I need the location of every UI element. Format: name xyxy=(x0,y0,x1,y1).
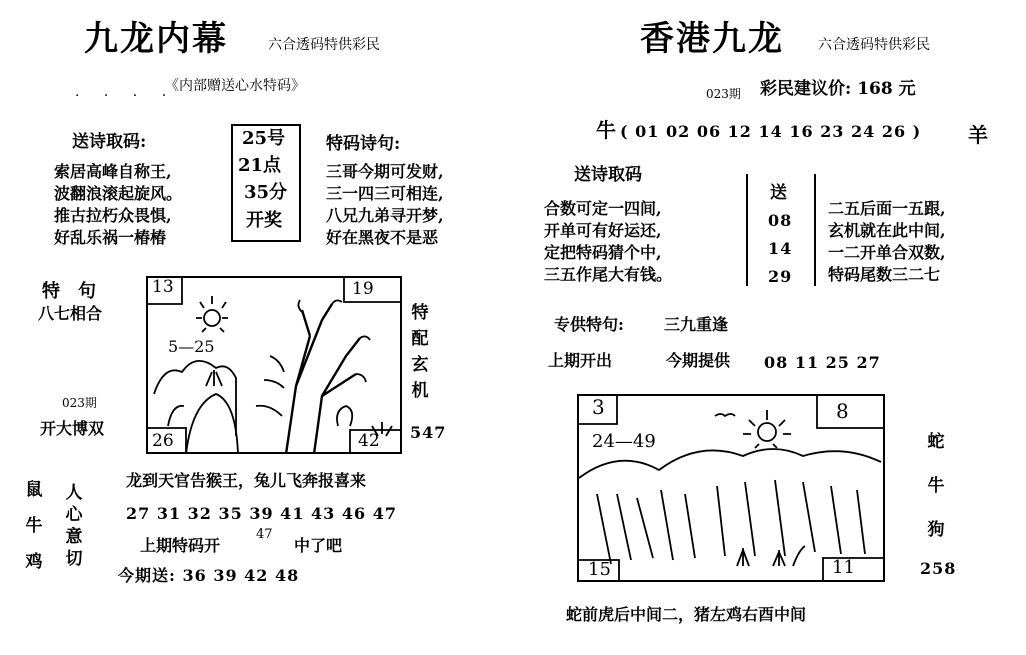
left-pic-bottom-left: 26 xyxy=(152,431,174,451)
right-pic-top-right: 8 xyxy=(836,399,849,423)
poem-line: 玄机就在此中间, xyxy=(828,221,946,240)
left-numbers: 27 31 32 35 39 41 43 46 47 xyxy=(126,504,397,523)
right-pic-bottom-left: 15 xyxy=(588,559,611,580)
left-animals-vertical xyxy=(24,472,44,580)
poem-line: 二五后面一五跟, xyxy=(828,199,946,218)
right-pic-top-left: 3 xyxy=(592,395,605,419)
poem-line: 好乱乐祸一椿椿 xyxy=(54,228,167,247)
left-pic-hint: 5—25 xyxy=(168,337,215,356)
last-open-label: 上期开出 xyxy=(548,351,613,370)
draw-open: 开奖 xyxy=(246,210,282,231)
send-number: 29 xyxy=(768,267,793,286)
right-poem2-lines xyxy=(828,200,946,288)
poem-line: 推古拉朽众畏惧, xyxy=(54,206,172,225)
vertical-char: 牛 xyxy=(927,476,945,496)
vertical-char: 心 xyxy=(65,505,83,525)
today-provide-label: 今期提供 xyxy=(666,351,731,370)
send-divider-left xyxy=(746,174,748,286)
right-price: 彩民建议价: 168 元 xyxy=(760,79,916,99)
vertical-char: 牛 xyxy=(25,516,43,536)
poem-line: 一二开单合双数, xyxy=(828,243,946,262)
right-side-number: 258 xyxy=(920,559,957,578)
poem-line: 开单可有好运还, xyxy=(544,221,662,240)
poem-line: 好在黑夜不是恶 xyxy=(326,228,439,247)
right-side-vertical xyxy=(926,420,946,552)
draw-day: 25号 xyxy=(242,128,286,149)
vertical-char: 特 xyxy=(411,303,429,323)
left-dots: · · · · xyxy=(75,88,177,104)
vertical-char: 蛇 xyxy=(927,432,945,452)
right-issue: 023期 xyxy=(706,87,741,101)
send-number: 08 xyxy=(768,211,793,230)
vertical-char: 配 xyxy=(411,329,429,349)
left-saying: 龙到天官告猴王，兔儿飞奔报喜来 xyxy=(126,471,367,490)
special-poem-label: 特码诗句: xyxy=(326,134,401,154)
poem-line: 三五作尾大有钱。 xyxy=(544,265,673,284)
open-result: 开大博双 xyxy=(40,419,105,438)
left-title: 九龙内幕 xyxy=(84,19,228,59)
vertical-char: 人 xyxy=(65,483,83,503)
right-poem-send-label: 送诗取码 xyxy=(574,165,642,185)
today-numbers: 08 11 25 27 xyxy=(764,353,881,372)
poem-line: 波翻浪滚起旋风。 xyxy=(54,184,183,203)
special-phrase: 八七相合 xyxy=(38,304,103,323)
last-hit-suffix: 中了吧 xyxy=(294,536,343,555)
right-bottom-text: 蛇前虎后中间二，猪左鸡右酉中间 xyxy=(566,605,807,624)
draw-minute: 35分 xyxy=(244,182,288,203)
vertical-char: 意 xyxy=(65,527,83,547)
left-pic-top-right: 19 xyxy=(352,279,374,299)
draw-hour: 21点 xyxy=(238,155,282,176)
sheep-label: 羊 xyxy=(968,123,988,147)
left-side-vertical xyxy=(410,300,430,404)
left-pic-top-left: 13 xyxy=(152,277,174,297)
vertical-char: 机 xyxy=(411,381,429,401)
right-title: 香港九龙 xyxy=(640,19,784,59)
vertical-char: 狗 xyxy=(927,520,945,540)
ox-numbers: ( 01 02 06 12 14 16 23 24 26 ) xyxy=(620,122,922,141)
poem-line: 三哥今期可发财, xyxy=(326,162,444,181)
left-poem-send-lines xyxy=(54,163,182,251)
right-pic-hint: 24—49 xyxy=(592,431,656,452)
last-hit-prefix: 上期特码开 xyxy=(140,536,221,555)
right-subtitle: 六合透码特供彩民 xyxy=(818,37,930,53)
left-issue: 023期 xyxy=(62,396,97,410)
right-poem-lines xyxy=(544,200,672,288)
right-special-text: 三九重逢 xyxy=(664,315,729,334)
vertical-char: 切 xyxy=(65,549,83,569)
poem-line: 合数可定一四间, xyxy=(544,199,662,218)
left-pic-bottom-right: 42 xyxy=(358,431,380,451)
poem-line: 特码尾数三二七 xyxy=(828,265,941,284)
send-number: 14 xyxy=(768,239,793,258)
poem-line: 定把特码猜个中, xyxy=(544,243,662,262)
left-subtitle: 六合透码特供彩民 xyxy=(268,37,380,53)
poem-line: 索居高峰自称王, xyxy=(54,162,172,181)
ox-label: 牛 xyxy=(596,118,616,142)
vertical-char: 鸡 xyxy=(25,552,43,572)
vertical-char: 鼠 xyxy=(25,480,43,500)
right-pic-bottom-right: 11 xyxy=(832,557,855,578)
poem-line: 三一四三可相连, xyxy=(326,184,444,203)
today-send: 今期送: 36 39 42 48 xyxy=(118,566,300,585)
vertical-char: 玄 xyxy=(411,355,429,375)
send-label: 送 xyxy=(770,183,787,203)
left-banner: 《内部赠送心水特码》 xyxy=(165,78,305,94)
poem-line: 八兄九弟寻开梦, xyxy=(326,206,444,225)
left-picture-illustration xyxy=(146,276,402,454)
heart-vertical xyxy=(64,482,84,570)
right-special-label: 专供特句: xyxy=(554,315,624,334)
left-side-number: 547 xyxy=(410,423,447,442)
last-hit-num: 47 xyxy=(256,527,273,542)
special-phrase-label: 特 句 xyxy=(42,281,96,302)
special-poem-lines xyxy=(326,163,444,251)
left-poem-send-label: 送诗取码: xyxy=(72,132,147,152)
send-divider-right xyxy=(814,174,816,286)
